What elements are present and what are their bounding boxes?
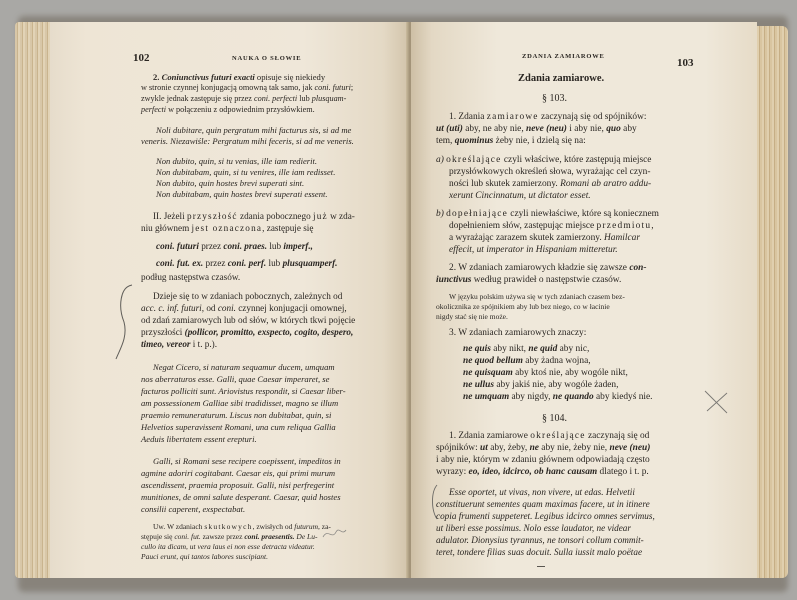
example-line: Helvetios superavissent Romani, una cum reliqua Gallia — [141, 422, 336, 432]
example-line: consilii caperent, exspectabat. — [141, 504, 246, 514]
example-line: ut liberi esse possimus. Nolo esse laudator, ne videar — [436, 523, 631, 533]
example-line: veneris. Niezawiśle: Pergratum mihi feceris, si ad me veneris. — [141, 136, 354, 146]
paragraph-103-3: 3. W zdaniach zamiarowych znaczy: — [449, 328, 587, 338]
example-line: nos aberraturos esse. Galli, quae Caesar imperaret, se — [141, 374, 330, 384]
example-line: ascendissent, praemia proposuit. Galli, nisi perfregerint — [141, 480, 335, 490]
right-page-edges — [752, 26, 788, 578]
example-line: Non dubitabam, quin hostes brevi superati essent. — [156, 189, 328, 199]
example-line: agmine adoriri cogitabant. Caesar eis, qui primi murum — [141, 468, 336, 478]
list-item: ne quis aby nikt, ne quid aby nic, — [463, 344, 590, 354]
signature-mark — [537, 566, 545, 567]
running-head: NAUKA O SŁOWIE — [232, 55, 302, 62]
pencil-bracket-mark — [427, 482, 441, 522]
example-line: copia frumenti suppeteret. Legibus idcirco omnes servimus, — [436, 511, 655, 521]
pencil-stroke — [433, 485, 438, 519]
example-line: teret, tondere filias suas docuit. Sulla iussit malo poëtae — [436, 547, 643, 557]
list-item: ne quod bellum aby żadna wojna, — [463, 356, 591, 366]
example-line: Noli dubitare, quin pergratum mihi facturus sis, si ad me — [156, 125, 352, 135]
pencil-scribble — [320, 522, 350, 544]
example-line: adulator. Dionysius tyrannus, ne tonsori collum commit- — [436, 535, 644, 545]
pencil-stroke — [323, 530, 346, 537]
pencil-stroke — [116, 285, 132, 359]
pencil-bracket-mark — [110, 277, 140, 367]
example-line: Esse oportet, ut vivas, non vivere, ut edas. Helvetii — [449, 487, 635, 497]
example-line: Negat Cicero, si naturam sequamur ducem, umquam — [153, 362, 335, 372]
rule-line: coni. fut. ex. przez coni. perf. lub plusquamperf. — [156, 258, 338, 268]
section-number: § 104. — [542, 413, 567, 424]
example-line: constituerunt sementes quam maximas facere, ut in itinere — [436, 499, 650, 509]
page-number: 102 — [133, 52, 150, 64]
example-line: Aeduis libertatem essent erepturi. — [141, 434, 257, 444]
right-page: ZDANIA ZAMIAROWE 103 Zdania zamiarowe. § 103. 1. Zdania zamiarowe zaczynają się od spójników: ut (uti) aby, ne aby nie, neve (neu) i aby nie, quo aby tem, quominus żeby nie, i dzielą się na: a) określające czyli właściwe, które zastępują miejsce przysłówkowych określeń słowa, wyrażając cel czyn- ności lub skutek zamierzony. Romani ab aratro addu- xerunt Cincinnatum, ut dictator esset. b) dopełniające czyli niewłaściwe, które są koniecznem dopełnieniem słów, zastępując miejsce przedmiotu, a wyrażając zarazem skutek zamierzony. Hamilcar effecit, ut imperator in Hispaniam mitteretur. 2. W zdaniach zamiarowych kładzie się zawsze con- iunctivus według prawideł o następstwie czasów. W języku polskim używa się w tych zdaniach czasem bez- okolicznika ze spójnikiem aby lub bez niego, co w łacinie nigdy stać się nie może. 3. W zdaniach zamiarowych znaczy: ne quis aby nikt, ne quid aby nic, ne quod bellum aby żadna wojna, ne quisquam aby ktoś nie, aby wogóle nikt, ne ullus aby jakiś nie, aby wogóle żaden, ne umquam aby nigdy, ne quando aby kiedyś nie. § 104. 1. Zdania zamiarowe określające zaczynają się od spójników: ut aby, żeby, ne aby nie, żeby nie, neve (neu) i aby nie, którym w zdaniu głównem odpowiadają często wyrazy: eo, ideo, idcirco, ob hanc causam dlatego i t. p. Esse oportet, ut vivas, non vivere, ut edas. Helvetii constituerunt sementes quam maximas facere, ut in itinere copia frumenti suppeteret. Legibus idcirco omnes servimus, ut liberi esse possimus. Nolo esse laudator, ne videar adulator. Dionysius tyrannus, ne tonsori collum commit- teret, tondere filias suas docuit. Sulla iussit malo poëtae — [411, 22, 757, 578]
list-item: ne umquam aby nigdy, ne quando aby kiedyś nie. — [463, 392, 653, 402]
section-title: Zdania zamiarowe. — [518, 73, 605, 84]
example-line: munitiones, de omni salute desperant. Caesar, quid hostes — [141, 492, 341, 502]
example-line: Non dubitabam, quin, si tu venires, ille iam redisset. — [156, 167, 336, 177]
example-line: am possessionem Galliae sibi tradidisset, magno se illum — [141, 398, 339, 408]
left-page: 102 NAUKA O SŁOWIE 2. Coniunctivus futuri exacti opisuje się niekiedy w stronie czynnej konjugacją omowną tak samo, jak coni. futuri; zwykle jednak zastępuje się przez coni. perfecti lub plusquam- perfecti w połączeniu z odpowiednim przysłówkiem. Noli dubitare, quin pergratum mihi facturus sis, si ad me veneris. Niezawiśle: Pergratum mihi feceris, si ad me veneris. Non dubito, quin, si tu venias, ille iam redierit. Non dubitabam, quin, si tu venires, ille iam redisset. Non dubito, quin hostes brevi superati sint. Non dubitabam, quin hostes brevi superati essent. II. Jeżeli przyszłość zdania pobocznego już w zda- niu głównem jest oznaczona, zastępuje się coni. futuri przez coni. praes. lub imperf., coni. fut. ex. przez coni. perf. lub plusquamperf. podług następstwa czasów. Dzieje się to w zdaniach pobocznych, zależnych od acc. c. inf. futuri, od coni. czynnej konjugacji omownej, od zdań zamiarowych lub od słów, w których tkwi pojęcie przyszłości (pollicor, promitto, exspecto, cogito, despero, timeo, vereor i t. p.). Negat Cicero, si naturam sequamur ducem, umquam nos aberraturos esse. Galli, quae Caesar imperaret, se facturos polliciti sunt. Ariovistus respondit, si Caesar liber- am possessionem Galliae sibi tradidisset, magno se illum praemio remuneraturum. Liscus non dubitabat, quin, si Helvetios superavissent Romani, una cum reliqua Gallia Aeduis libertatem essent erepturi. Galli, si Romani sese recipere coepissent, impeditos in agmine adoriri cogitabant. Caesar eis, qui primi murum ascendissent, praemia proposuit. Galli, nisi perfregerint munitiones, de omni salute desperant. Caesar, quid hostes consilii caperent, exspectabat. Uw. W zdaniach skutkowych, zwisłych od futurum, za- stępuje się coni. fut. zawsze przez coni. praesentis. De Lu- cullo ita dicam, ut vera laus ei non esse detracta videatur. Pauci erunt, qui tantos labores suscipiant. — [50, 22, 412, 578]
page-number: 103 — [677, 57, 694, 69]
example-line: Non dubito, quin, si tu venias, ille iam redierit. — [156, 156, 318, 166]
pencil-x-mark — [701, 387, 733, 417]
list-item: ne quisquam aby ktoś nie, aby wogóle nikt, — [463, 368, 628, 378]
running-head: ZDANIA ZAMIAROWE — [522, 53, 605, 60]
example-line: Non dubito, quin hostes brevi superati sint. — [156, 178, 305, 188]
example-line: facturos polliciti sunt. Ariovistus respondit, si Caesar liber- — [141, 386, 346, 396]
rule-line: coni. futuri przez coni. praes. lub imperf., — [156, 241, 313, 251]
pencil-stroke — [705, 391, 727, 413]
list-item: ne ullus aby jakiś nie, aby wogóle żaden, — [463, 380, 619, 390]
example-line: Galli, si Romani sese recipere coepissent, impeditos in — [153, 456, 341, 466]
example-line: praemio remuneraturum. Liscus non dubitabat, quin, si — [141, 410, 332, 420]
section-number: § 103. — [542, 93, 567, 104]
